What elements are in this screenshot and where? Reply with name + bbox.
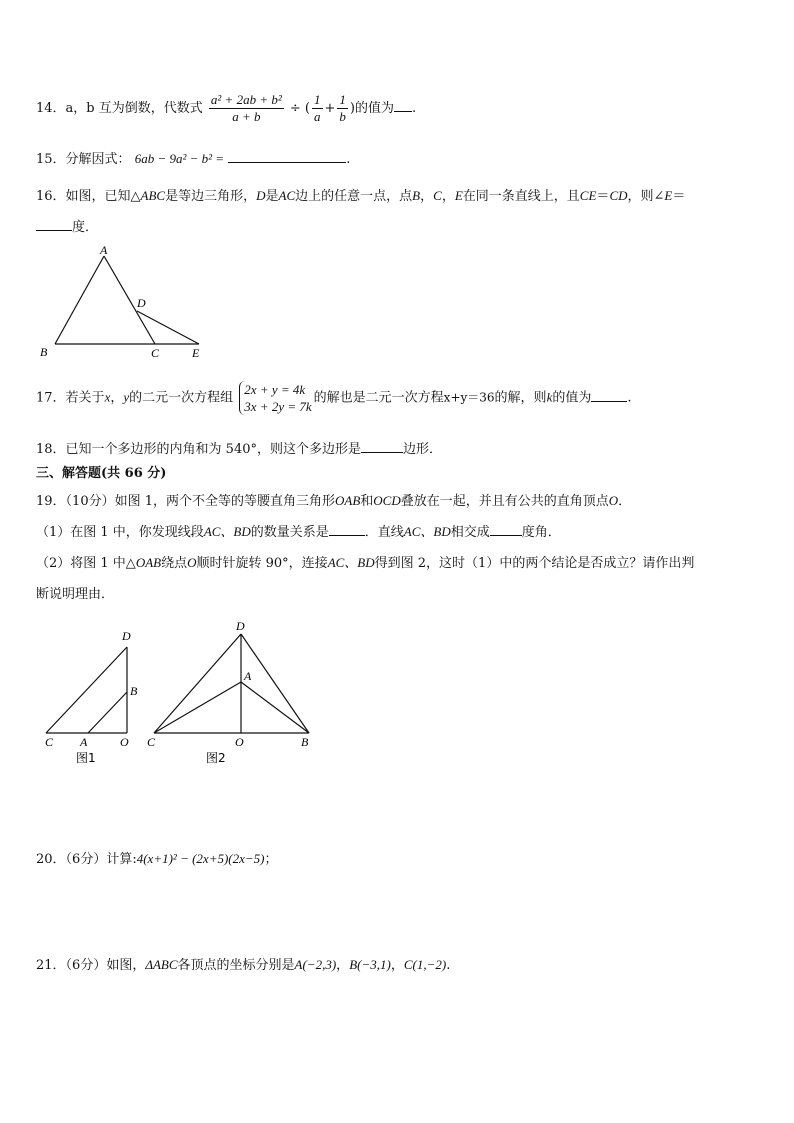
fig19-2-label-a: A — [244, 669, 252, 683]
answer-blank-19-1[interactable] — [329, 523, 365, 536]
fig19-2-label-c: C — [147, 735, 156, 749]
question-19: 19．（10分）如图 1，两个不全等的等腰直角三角形OAB和OCD叠放在一起，并且有公共的直角顶点O． — [36, 493, 632, 509]
q14-fraction-2: $\frac{1}{a}$ — [314, 92, 321, 124]
fig19-1-label-b: B — [130, 684, 138, 698]
q14-fraction-3: $\frac{1}{b}$ — [339, 92, 346, 124]
figure-19 — [36, 622, 326, 772]
fig2-caption: 图2 — [206, 751, 226, 765]
q17-equation-system: 2x + y = 4k 3x + 2y = 7k — [239, 381, 311, 415]
fig19-2-label-b: B — [301, 735, 309, 749]
fig16-label-a: A — [100, 243, 108, 257]
q14-number: 14． — [36, 101, 66, 116]
question-18: 18．已知一个多边形的内角和为 540°，则这个多边形是 边形． — [36, 442, 443, 457]
question-15: 15．分解因式： 6ab − 9a² − b² = . — [36, 151, 351, 167]
fig19-1-label-o: O — [120, 735, 129, 749]
figure-16 — [36, 240, 216, 365]
question-21: 21．（6分）如图，ΔABC各顶点的坐标分别是A(−2,3)，B(−3,1)，C(1,−2). — [36, 957, 451, 973]
answer-blank-17[interactable] — [591, 389, 627, 402]
answer-blank-18[interactable] — [361, 440, 403, 453]
question-16-line2: 度． — [36, 218, 98, 238]
q20-expression: 4(x+1)² − (2x+5)(2x−5) — [136, 851, 265, 866]
question-19-part1: （1）在图 1 中，你发现线段AC、BD的数量关系是 ．直线AC、BD相交成 度角． — [36, 524, 561, 540]
question-17: 17．若关于x，y的二元一次方程组 2x + y = 4k 3x + 2y = 7k 的解也是二元一次方程x+y＝36的解，则k的值为 . — [36, 382, 632, 414]
fig16-label-e: E — [192, 346, 200, 360]
question-19-part2-line2: 断说明理由． — [36, 587, 115, 602]
q14-fraction-1: $\frac{\text{a² + 2ab + b²}}{a + b}$ — [210, 92, 282, 124]
fig16-label-c: C — [151, 346, 160, 360]
fig19-1-label-a: A — [80, 735, 88, 749]
question-14: 14．a，b 互为倒数，代数式 $\frac{\text{a² + 2ab + b²}}{a + b}$ ÷ ( $\frac{1}{a}$ + $\frac{1}{b}$ )的值为 . — [36, 92, 417, 124]
answer-blank-19-2[interactable] — [490, 523, 522, 536]
fig16-label-b: B — [40, 345, 48, 359]
q14-text: a，b 互为倒数，代数式 — [65, 101, 203, 116]
fig19-2-label-o: O — [235, 735, 244, 749]
q15-expression: 6ab − 9a² − b² = — [134, 151, 225, 166]
fig19-1-label-d: D — [122, 629, 131, 643]
question-16: 16．如图，已知△ABC是等边三角形，D是AC边上的任意一点，点B，C，E在同一条直线上，且CE＝CD，则∠E＝ — [36, 188, 686, 204]
section-title: 三、解答题(共 66 分) — [36, 466, 167, 481]
fig19-1-label-c: C — [45, 735, 54, 749]
fig19-2-label-d: D — [236, 622, 245, 633]
answer-blank-14[interactable] — [394, 99, 412, 112]
question-19-part2: （2）将图 1 中△OAB绕点O顺时针旋转 90°，连接AC、BD得到图 2，这时（1）中的两个结论是否成立？请作出判 — [36, 555, 695, 571]
fig16-label-d: D — [137, 296, 146, 310]
question-20: 20．（6分）计算:4(x+1)² − (2x+5)(2x−5)； — [36, 851, 278, 867]
answer-blank-15[interactable] — [228, 150, 346, 163]
answer-blank-16[interactable] — [36, 218, 72, 231]
fig1-caption: 图1 — [76, 751, 96, 765]
